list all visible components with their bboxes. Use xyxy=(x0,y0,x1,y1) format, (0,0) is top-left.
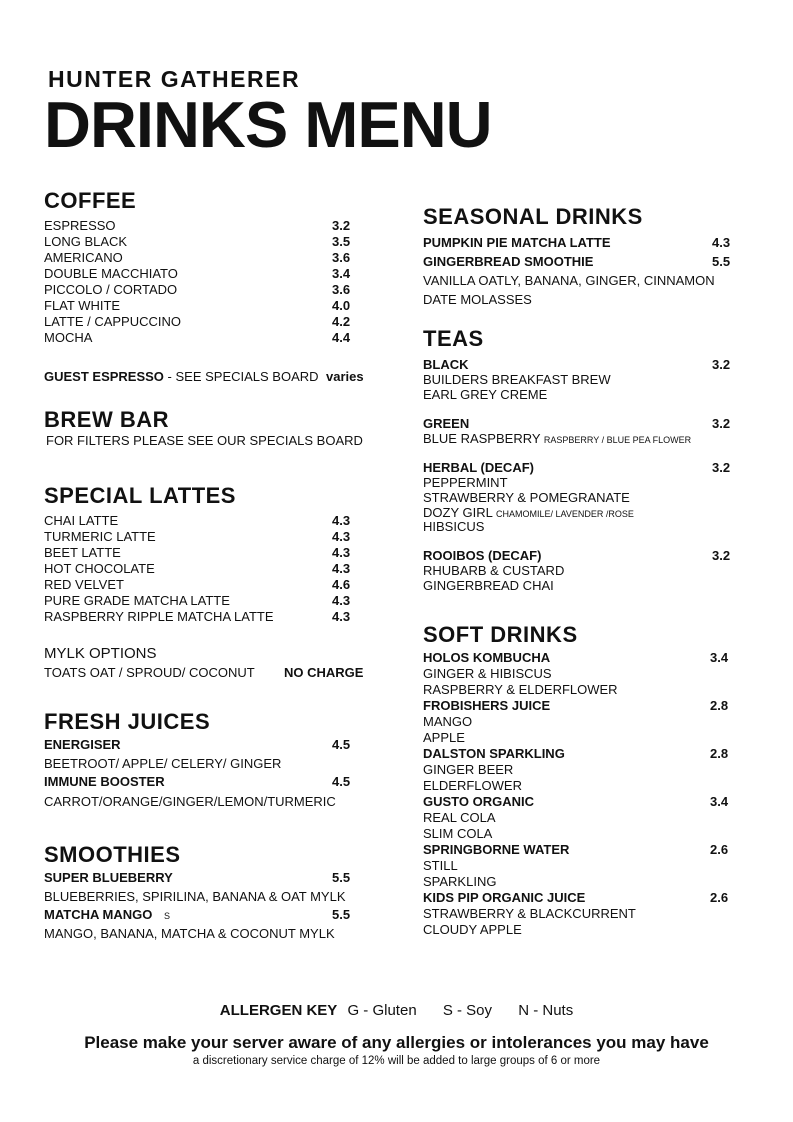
mylk-options-list: TOATS OAT / SPROUD/ COCONUT xyxy=(44,665,255,680)
teas-heading: TEAS xyxy=(423,326,484,351)
tea-option-name: BLUE RASPBERRY xyxy=(423,431,541,446)
smoothies-heading: SMOOTHIES xyxy=(44,842,181,867)
soft-drink-name: DALSTON SPARKLING xyxy=(423,746,565,761)
brand-name: HUNTER GATHERER xyxy=(48,66,301,92)
latte-item-name: BEET LATTE xyxy=(44,545,121,560)
tea-option: PEPPERMINT xyxy=(423,475,508,490)
allergen-soy: S - Soy xyxy=(442,1002,493,1019)
juice-item-price: 4.5 xyxy=(332,737,351,752)
latte-item-price: 4.3 xyxy=(332,513,351,528)
latte-item-price: 4.3 xyxy=(332,561,351,576)
smoothie-item-desc: MANGO, BANANA, MATCHA & COCONUT MYLK xyxy=(44,926,335,941)
latte-item-price: 4.3 xyxy=(332,529,351,544)
tea-black-name: BLACK xyxy=(423,357,469,372)
soft-drink-price: 2.8 xyxy=(710,698,729,713)
tea-option: GINGERBREAD CHAI xyxy=(423,578,554,593)
tea-option: RHUBARB & CUSTARD xyxy=(423,563,565,578)
tea-option-name: DOZY GIRL xyxy=(423,505,493,520)
coffee-item-name: LATTE / CAPPUCCINO xyxy=(44,314,182,329)
soft-drinks-heading: SOFT DRINKS xyxy=(423,622,578,647)
latte-item-name: TURMERIC LATTE xyxy=(44,529,156,544)
tea-option-ingredients: RASPBERRY / BLUE PEA FLOWER xyxy=(543,435,692,445)
latte-item-price: 4.6 xyxy=(332,577,351,592)
seasonal-desc: VANILLA OATLY, BANANA, GINGER, CINNAMON xyxy=(423,273,715,288)
soft-drink-option: APPLE xyxy=(423,730,465,745)
tea-rooibos-name: ROOIBOS (DECAF) xyxy=(423,548,542,563)
tea-rooibos-price: 3.2 xyxy=(712,548,731,563)
latte-item-name: PURE GRADE MATCHA LATTE xyxy=(44,593,230,608)
soft-drink-name: FROBISHERS JUICE xyxy=(423,698,551,713)
page-title: DRINKS MENU xyxy=(44,88,492,161)
smoothie-item-name: SUPER BLUEBERRY xyxy=(44,870,173,885)
soft-drink-name: KIDS PIP ORGANIC JUICE xyxy=(423,890,586,905)
coffee-item-name: DOUBLE MACCHIATO xyxy=(44,266,178,281)
seasonal-item-price: 4.3 xyxy=(712,235,731,250)
allergen-key-label: ALLERGEN KEY xyxy=(219,1002,338,1019)
soft-drink-price: 3.4 xyxy=(710,650,729,665)
coffee-item-price: 3.5 xyxy=(332,234,351,249)
juice-item-desc: CARROT/ORANGE/GINGER/LEMON/TURMERIC xyxy=(44,794,336,809)
smoothie-item-desc: BLUEBERRIES, SPIRILINA, BANANA & OAT MYLK xyxy=(44,889,346,904)
juice-item-name: ENERGISER xyxy=(44,737,121,752)
soft-drink-option: GINGER & HIBISCUS xyxy=(423,666,552,681)
seasonal-item-name: PUMPKIN PIE MATCHA LATTE xyxy=(423,235,611,250)
guest-espresso-price: varies xyxy=(326,369,364,384)
soft-drink-price: 2.8 xyxy=(710,746,729,761)
coffee-item-price: 4.2 xyxy=(332,314,351,329)
service-charge-note: a discretionary service charge of 12% will be added to large groups of 6 or more xyxy=(192,1055,601,1067)
brew-bar-note: FOR FILTERS PLEASE SEE OUR SPECIALS BOARD xyxy=(46,433,363,448)
guest-espresso xyxy=(44,369,319,385)
tea-black-price: 3.2 xyxy=(712,357,731,372)
coffee-item-price: 3.6 xyxy=(332,282,351,297)
tea-option: HIBSICUS xyxy=(423,519,485,534)
fresh-juices-heading: FRESH JUICES xyxy=(44,709,211,734)
coffee-item-name: MOCHA xyxy=(44,330,93,345)
soft-drink-price: 2.6 xyxy=(710,842,729,857)
coffee-item-name: PICCOLO / CORTADO xyxy=(44,282,178,297)
allergen-key xyxy=(0,1002,793,1019)
seasonal-desc: DATE MOLASSES xyxy=(423,292,532,307)
coffee-item-price: 3.6 xyxy=(332,250,351,265)
tea-option-ingredients: CHAMOMILE/ LAVENDER /ROSE xyxy=(495,509,634,519)
allergen-tag: S xyxy=(163,911,170,921)
allergen-gluten: G - Gluten xyxy=(347,1002,417,1019)
allergen-nuts: N - Nuts xyxy=(518,1002,574,1019)
coffee-item-price: 3.2 xyxy=(332,218,351,233)
soft-drink-option: REAL COLA xyxy=(423,810,496,825)
tea-herbal-price: 3.2 xyxy=(712,460,731,475)
soft-drink-price: 2.6 xyxy=(710,890,729,905)
coffee-item-name: ESPRESSO xyxy=(44,218,116,233)
latte-item-name: CHAI LATTE xyxy=(44,513,119,528)
coffee-item-name: AMERICANO xyxy=(44,250,123,265)
brew-bar-heading: BREW BAR xyxy=(44,407,169,432)
soft-drink-option: ELDERFLOWER xyxy=(423,778,522,793)
coffee-item-price: 4.0 xyxy=(332,298,351,313)
tea-herbal-name: HERBAL (DECAF) xyxy=(423,460,534,475)
soft-drink-option: STILL xyxy=(423,858,458,873)
guest-espresso-name: GUEST ESPRESSO xyxy=(44,369,164,384)
smoothie-item-title xyxy=(44,907,170,924)
mylk-options-price: NO CHARGE xyxy=(284,665,364,680)
soft-drink-option: STRAWBERRY & BLACKCURRENT xyxy=(423,906,636,921)
allergy-notice: Please make your server aware of any allergies or intolerances you may have xyxy=(84,1033,709,1052)
soft-drink-price: 3.4 xyxy=(710,794,729,809)
smoothie-item-price: 5.5 xyxy=(332,907,351,922)
soft-drink-option: CLOUDY APPLE xyxy=(423,922,522,937)
juice-item-price: 4.5 xyxy=(332,774,351,789)
seasonal-item-name: GINGERBREAD SMOOTHIE xyxy=(423,254,594,269)
tea-green-price: 3.2 xyxy=(712,416,731,431)
mylk-options-heading: MYLK OPTIONS xyxy=(44,645,157,662)
tea-green-name: GREEN xyxy=(423,416,470,431)
seasonal-heading: SEASONAL DRINKS xyxy=(423,204,643,229)
latte-item-price: 4.3 xyxy=(332,593,351,608)
latte-item-name: RED VELVET xyxy=(44,577,124,592)
tea-option: EARL GREY CREME xyxy=(423,387,548,402)
soft-drink-option: GINGER BEER xyxy=(423,762,514,777)
seasonal-item-price: 5.5 xyxy=(712,254,731,269)
smoothie-item-name: MATCHA MANGO xyxy=(44,907,153,922)
smoothie-item-price: 5.5 xyxy=(332,870,351,885)
guest-espresso-note: - SEE SPECIALS BOARD xyxy=(163,369,319,384)
soft-drink-option: RASPBERRY & ELDERFLOWER xyxy=(423,682,618,697)
latte-item-price: 4.3 xyxy=(332,609,351,624)
special-lattes-heading: SPECIAL LATTES xyxy=(44,483,236,508)
juice-item-name: IMMUNE BOOSTER xyxy=(44,774,165,789)
latte-item-price: 4.3 xyxy=(332,545,351,560)
soft-drink-name: HOLOS KOMBUCHA xyxy=(423,650,551,665)
soft-drink-name: GUSTO ORGANIC xyxy=(423,794,534,809)
coffee-item-name: FLAT WHITE xyxy=(44,298,121,313)
soft-drink-option: MANGO xyxy=(423,714,473,729)
tea-option: BUILDERS BREAKFAST BREW xyxy=(423,372,611,387)
coffee-item-name: LONG BLACK xyxy=(44,234,128,249)
juice-item-desc: BEETROOT/ APPLE/ CELERY/ GINGER xyxy=(44,756,282,771)
soft-drink-name: SPRINGBORNE WATER xyxy=(423,842,570,857)
soft-drink-option: SPARKLING xyxy=(423,874,497,889)
coffee-heading: COFFEE xyxy=(44,188,137,213)
tea-option: STRAWBERRY & POMEGRANATE xyxy=(423,490,630,505)
latte-item-name: HOT CHOCOLATE xyxy=(44,561,155,576)
soft-drink-option: SLIM COLA xyxy=(423,826,493,841)
coffee-item-price: 3.4 xyxy=(332,266,351,281)
coffee-item-price: 4.4 xyxy=(332,330,351,345)
latte-item-name: RASPBERRY RIPPLE MATCHA LATTE xyxy=(44,609,274,624)
tea-option xyxy=(423,431,691,448)
